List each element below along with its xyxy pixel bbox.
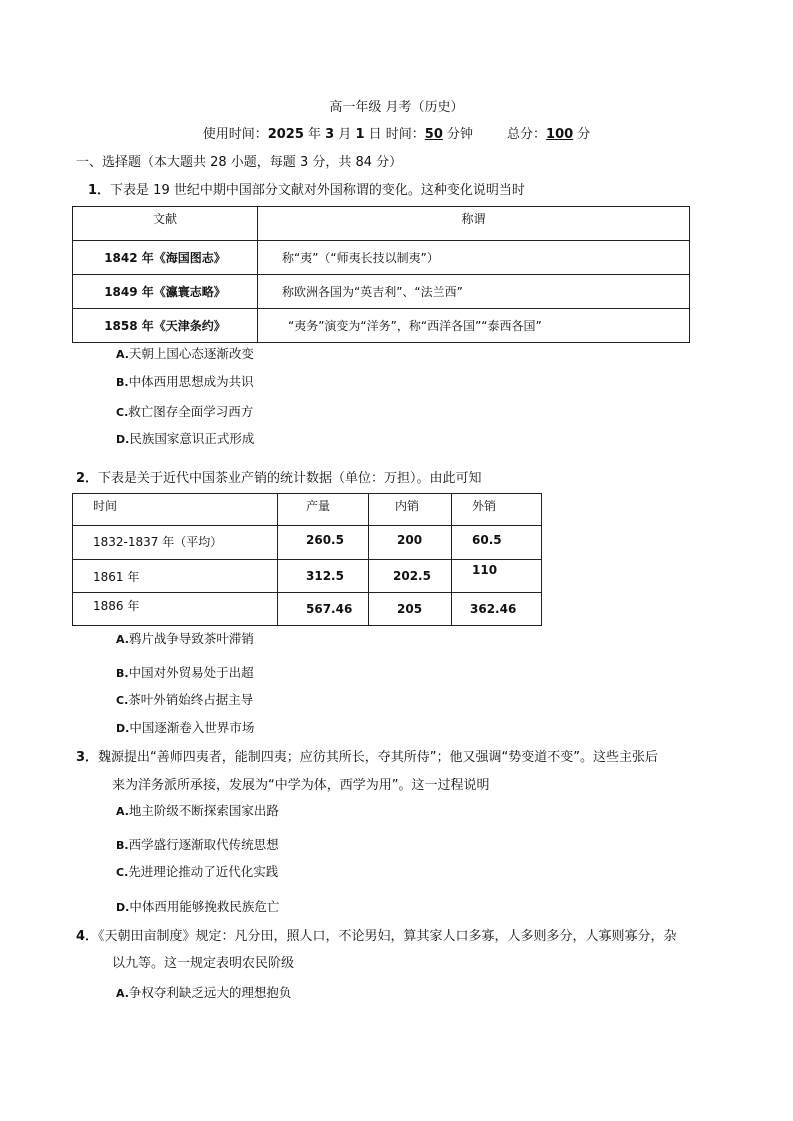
table-header-cell: 时间 xyxy=(73,494,278,526)
table-header-cell: 文献 xyxy=(73,207,258,241)
table-header-row xyxy=(73,494,542,526)
option-c: C.救亡图存全面学习西方 xyxy=(116,404,254,419)
question-text: 下表是 19 世纪中期中国部分文献对外国称谓的变化。这种变化说明当时 xyxy=(110,183,525,198)
table-cell: 110 xyxy=(452,560,542,593)
option-a: A.天朝上国心态逐渐改变 xyxy=(116,346,254,361)
table-cell: 200 xyxy=(369,526,452,560)
table-cell: 362.46 xyxy=(452,593,542,626)
time-suffix: 分钟 xyxy=(442,127,474,142)
table-row xyxy=(73,275,690,309)
table-row xyxy=(73,309,690,343)
question-1 xyxy=(88,179,525,198)
table-cell: 60.5 xyxy=(452,526,542,560)
q2-table xyxy=(72,493,542,626)
option-b: B.西学盛行逐渐取代传统思想 xyxy=(116,837,279,852)
question-3-line2: 来为洋务派所承接，发展为“中学为体，西学为用”。这一过程说明 xyxy=(112,778,490,793)
date-year: 2025 xyxy=(267,127,304,142)
question-number: 2． xyxy=(76,471,99,486)
table-row xyxy=(73,526,542,560)
question-number: 4． xyxy=(76,929,99,944)
q1-table xyxy=(72,206,690,343)
table-row xyxy=(73,593,542,626)
table-header-cell: 外销 xyxy=(452,494,542,526)
option-c: C.先进理论推动了近代化实践 xyxy=(116,864,279,879)
table-cell: 312.5 xyxy=(278,560,369,593)
table-cell: 1861 年 xyxy=(73,560,278,593)
question-text: 下表是关于近代中国茶业产销的统计数据（单位：万担）。由此可知 xyxy=(98,471,482,486)
date-month: 3 xyxy=(325,127,335,142)
option-d: D.中国逐渐卷入世界市场 xyxy=(116,720,255,735)
table-header-row xyxy=(73,207,690,241)
question-text-line1: 《天朝田亩制度》规定：凡分田，照人口，不论男妇，算其家人口多寡，人多则多分，人寡则寡分，杂 xyxy=(98,929,677,944)
table-cell: 567.46 xyxy=(278,593,369,626)
table-header-cell: 内销 xyxy=(369,494,452,526)
option-a: A.鸦片战争导致茶叶滞销 xyxy=(116,631,254,646)
option-c: C.茶叶外销始终占据主导 xyxy=(116,692,254,707)
date-day: 1 xyxy=(355,127,365,142)
table-row xyxy=(73,241,690,275)
section-heading: 一、选择题（本大题共 28 小题，每题 3 分，共 84 分） xyxy=(76,155,403,170)
table-cell: 称欧洲各国为“英吉利”、“法兰西” xyxy=(258,275,690,309)
option-a: A.地主阶级不断探索国家出路 xyxy=(116,803,279,818)
question-number: 3． xyxy=(76,750,99,765)
table-cell: 1832-1837 年（平均） xyxy=(73,526,278,560)
table-cell: “夷务”演变为“洋务”，称“西洋各国”“泰西各国” xyxy=(258,309,690,343)
table-cell: 1886 年 xyxy=(73,593,278,626)
score-value: 100 xyxy=(546,127,574,142)
option-b: B.中国对外贸易处于出超 xyxy=(116,665,254,680)
table-cell: 202.5 xyxy=(369,560,452,593)
exam-title: 高一年级 月考（历史） xyxy=(329,100,464,115)
date-mid2: 月 xyxy=(334,127,356,142)
option-d: D.中体西用能够挽救民族危亡 xyxy=(116,899,280,914)
question-3 xyxy=(76,746,658,765)
table-header-cell: 称谓 xyxy=(258,207,690,241)
date-mid1: 年 xyxy=(303,127,326,142)
option-a: A.争权夺利缺乏远大的理想抱负 xyxy=(116,985,292,1000)
table-cell: 1849 年《瀛寰志略》 xyxy=(73,275,258,309)
table-cell: 称“夷”（“师夷长技以制夷”） xyxy=(258,241,690,275)
table-cell: 1842 年《海国图志》 xyxy=(73,241,258,275)
question-text-line1: 魏源提出“善师四夷者，能制四夷；应彷其所长，夺其所侍”；他又强调“势变道不变”。这些主张后 xyxy=(98,750,658,765)
option-d: D.民族国家意识正式形成 xyxy=(116,431,255,446)
date-mid3: 日 时间： xyxy=(364,127,425,142)
table-cell: 260.5 xyxy=(278,526,369,560)
question-number: 1． xyxy=(88,183,111,198)
question-4 xyxy=(76,925,677,944)
table-cell: 205 xyxy=(369,593,452,626)
table-header-cell: 产量 xyxy=(278,494,369,526)
score-suffix: 分 xyxy=(573,127,591,142)
question-4-line2: 以九等。这一规定表明农民阶级 xyxy=(112,956,295,971)
question-2 xyxy=(76,467,482,486)
info-prefix: 使用时间： xyxy=(202,127,268,142)
score-label: 总分： xyxy=(507,127,547,142)
exam-info xyxy=(0,123,793,142)
table-cell: 1858 年《天津条约》 xyxy=(73,309,258,343)
option-b: B.中体西用思想成为共识 xyxy=(116,374,254,389)
time-value: 50 xyxy=(424,127,443,142)
table-row xyxy=(73,560,542,593)
